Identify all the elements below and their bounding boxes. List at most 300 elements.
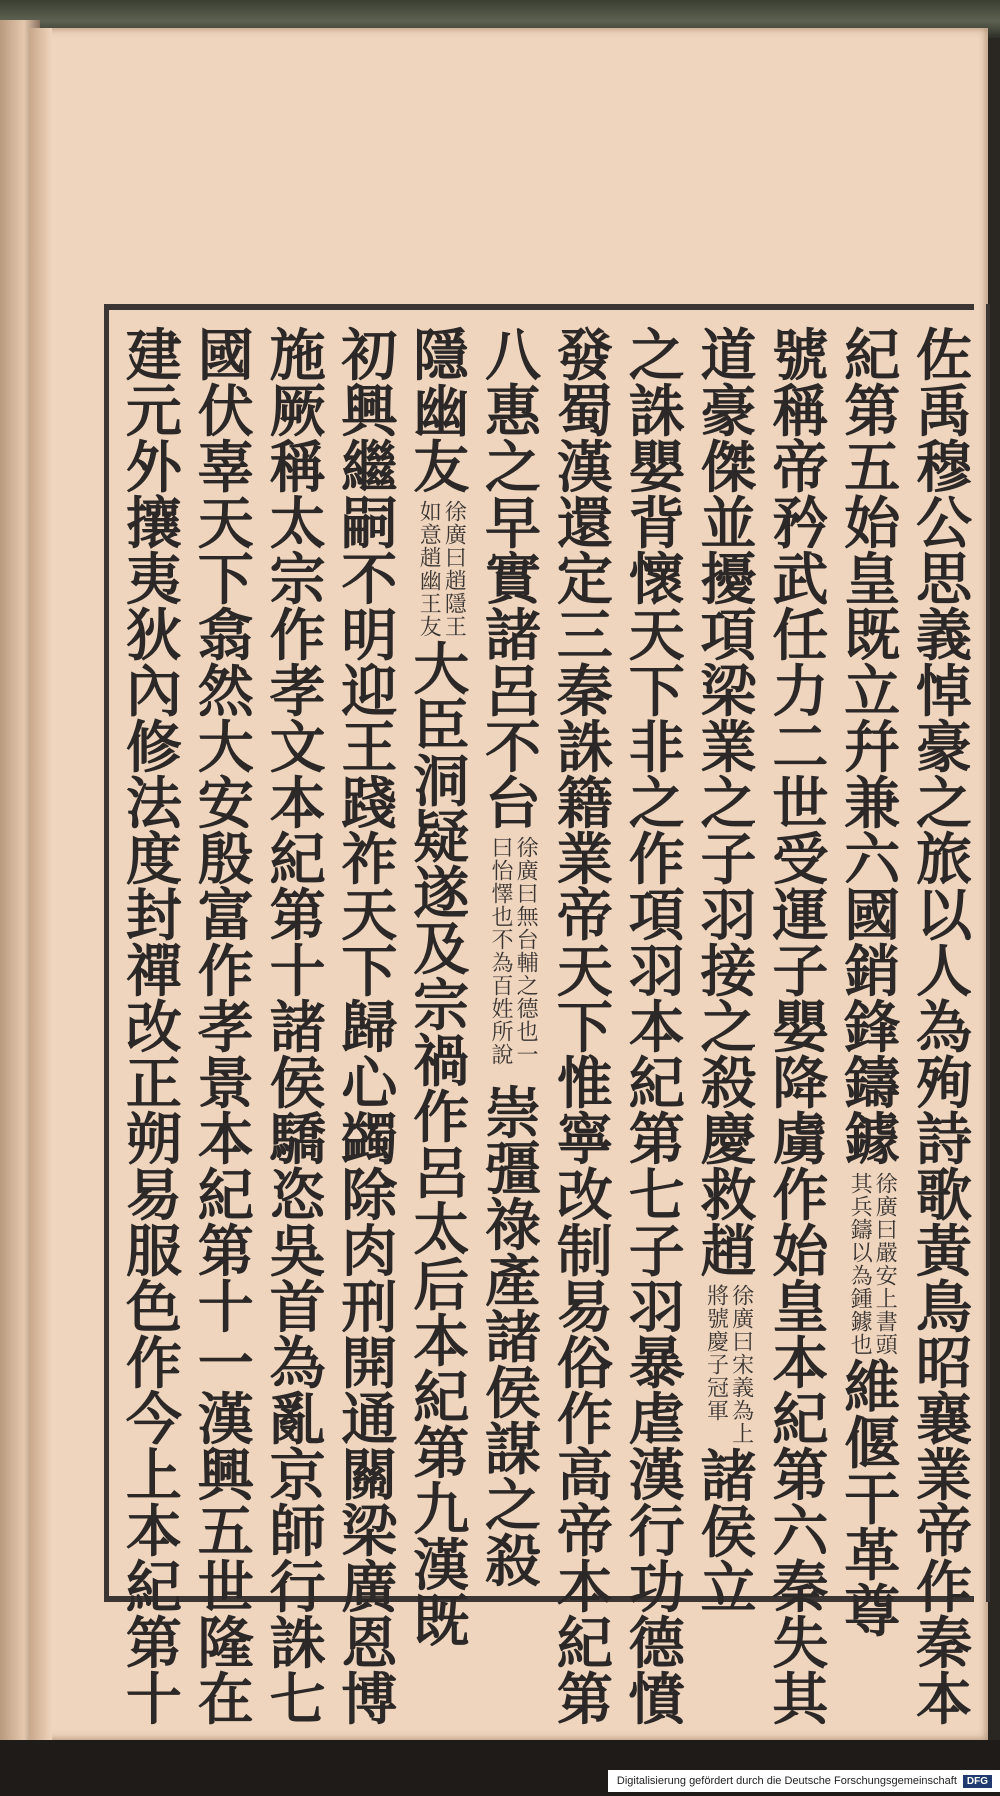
character: 孝	[197, 995, 254, 1061]
character: 十	[269, 939, 326, 1005]
character: 嗣	[341, 491, 398, 557]
character: 悼	[916, 659, 973, 725]
character: 八	[485, 323, 542, 389]
character: 本	[413, 1309, 470, 1375]
character: 大	[413, 637, 470, 703]
character: 繼	[341, 435, 398, 501]
character: 帝	[916, 1499, 973, 1565]
character: 殷	[197, 827, 254, 893]
character: 孝	[269, 659, 326, 725]
character: 為	[269, 1331, 326, 1397]
character: 外	[125, 435, 182, 501]
character: 立	[844, 659, 901, 725]
character: 帝	[556, 1499, 613, 1565]
character: 崇	[485, 1081, 542, 1147]
character: 在	[197, 1667, 254, 1733]
character: 力	[772, 659, 829, 725]
digitization-note: Digitalisierung gefördert durch die Deutsche Forschungsgemeinschaft	[616, 1775, 957, 1787]
character: 項	[700, 603, 757, 669]
character: 第	[413, 1421, 470, 1487]
character: 帝	[556, 883, 613, 949]
character: 然	[197, 659, 254, 725]
character: 伏	[197, 379, 254, 445]
character: 項	[628, 883, 685, 949]
character: 之	[700, 995, 757, 1061]
character: 皇	[772, 1275, 829, 1341]
character: 道	[700, 323, 757, 389]
character: 擾	[700, 547, 757, 613]
character: 五	[844, 435, 901, 501]
character: 后	[413, 1253, 470, 1319]
character: 作	[556, 1387, 613, 1453]
commentary-line: 曰怡懌也不為百姓所說	[488, 836, 514, 1066]
dfg-logo: DFG	[963, 1775, 992, 1788]
text-column	[621, 323, 693, 1733]
character: 施	[269, 323, 326, 389]
character: 發	[556, 323, 613, 389]
character: 梁	[700, 659, 757, 725]
character: 驕	[269, 1107, 326, 1173]
character: 改	[125, 995, 182, 1061]
character: 紀	[413, 1365, 470, 1431]
character: 辜	[197, 435, 254, 501]
character: 襄	[916, 1387, 973, 1453]
character: 昭	[916, 1331, 973, 1397]
character: 殉	[916, 1051, 973, 1117]
character: 紀	[197, 1163, 254, 1229]
character: 立	[700, 1556, 757, 1622]
character: 幽	[413, 379, 470, 445]
character: 紀	[628, 1051, 685, 1117]
text-column	[764, 323, 836, 1733]
character: 梁	[341, 1499, 398, 1565]
character: 興	[341, 379, 398, 445]
text-column	[836, 323, 908, 1645]
character: 還	[556, 491, 613, 557]
commentary-line: 徐廣曰趙隱王	[441, 500, 467, 638]
character: 任	[772, 603, 829, 669]
text-column	[549, 323, 621, 1733]
character: 本	[916, 1667, 973, 1733]
character: 色	[125, 1275, 182, 1341]
character: 十	[125, 1667, 182, 1733]
character: 太	[269, 491, 326, 557]
character: 國	[844, 883, 901, 949]
character: 文	[269, 715, 326, 781]
character: 之	[628, 771, 685, 837]
character: 天	[556, 939, 613, 1005]
character: 隱	[413, 323, 470, 389]
character: 禍	[413, 1029, 470, 1095]
character: 祚	[341, 827, 398, 893]
character: 背	[628, 491, 685, 557]
character: 及	[413, 917, 470, 983]
character: 寧	[556, 1107, 613, 1173]
character: 降	[772, 1051, 829, 1117]
commentary-note	[848, 1168, 896, 1360]
character: 第	[125, 1611, 182, 1677]
character: 武	[772, 547, 829, 613]
character: 誅	[269, 1611, 326, 1677]
text-column	[262, 323, 334, 1733]
character: 帝	[772, 435, 829, 501]
character: 殺	[485, 1529, 542, 1595]
character: 暴	[628, 1331, 685, 1397]
character: 台	[485, 771, 542, 837]
character: 不	[341, 547, 398, 613]
character: 作	[413, 1085, 470, 1151]
character: 羽	[628, 1275, 685, 1341]
character: 尊	[844, 1579, 901, 1645]
character: 干	[844, 1467, 901, 1533]
character: 穆	[916, 435, 973, 501]
character: 本	[556, 1555, 613, 1621]
character: 六	[844, 827, 901, 893]
commentary-line: 將號慶子冠軍	[703, 1284, 729, 1422]
character: 洞	[413, 749, 470, 815]
character: 肉	[341, 1219, 398, 1285]
character: 嬰	[628, 435, 685, 501]
character: 法	[125, 771, 182, 837]
character: 博	[341, 1667, 398, 1733]
character: 始	[844, 491, 901, 557]
character: 號	[772, 323, 829, 389]
character: 踐	[341, 771, 398, 837]
character: 憤	[628, 1667, 685, 1733]
commentary-line: 如意趙幽王友	[416, 500, 442, 638]
character: 紀	[844, 323, 901, 389]
character: 七	[628, 1163, 685, 1229]
character: 二	[772, 715, 829, 781]
character: 謀	[485, 1417, 542, 1483]
character: 業	[700, 715, 757, 781]
character: 十	[197, 1275, 254, 1341]
character: 第	[628, 1107, 685, 1173]
character: 始	[772, 1219, 829, 1285]
commentary-line: 其兵鑄以為鍾鐻也	[847, 1172, 873, 1356]
character: 功	[628, 1555, 685, 1621]
commentary-line: 徐廣曰嚴安上書頭	[872, 1172, 898, 1356]
character: 大	[197, 715, 254, 781]
character: 天	[628, 603, 685, 669]
character: 本	[628, 995, 685, 1061]
character: 之	[628, 323, 685, 389]
character: 幷	[844, 715, 901, 781]
character: 實	[485, 547, 542, 613]
character: 厥	[269, 379, 326, 445]
character: 天	[197, 491, 254, 557]
character: 開	[341, 1331, 398, 1397]
character: 上	[125, 1443, 182, 1509]
character: 服	[125, 1219, 182, 1285]
character: 恩	[341, 1611, 398, 1677]
text-column	[333, 323, 405, 1733]
character: 諸	[485, 603, 542, 669]
character: 偃	[844, 1411, 901, 1477]
character: 矜	[772, 491, 829, 557]
character: 歸	[341, 995, 398, 1061]
character: 德	[628, 1611, 685, 1677]
character: 第	[269, 883, 326, 949]
character: 第	[844, 379, 901, 445]
character: 維	[844, 1355, 901, 1421]
character: 秦	[556, 659, 613, 725]
character: 並	[700, 491, 757, 557]
character: 公	[916, 491, 973, 557]
character: 作	[916, 1555, 973, 1621]
character: 富	[197, 883, 254, 949]
character: 其	[772, 1667, 829, 1733]
character: 子	[772, 939, 829, 1005]
character: 受	[772, 827, 829, 893]
character: 虐	[628, 1387, 685, 1453]
character: 惟	[556, 1051, 613, 1117]
character: 祿	[485, 1193, 542, 1259]
character: 制	[556, 1219, 613, 1285]
character: 籍	[556, 771, 613, 837]
commentary-line: 徐廣曰宋義為上	[728, 1284, 754, 1445]
character: 作	[269, 603, 326, 669]
character: 諸	[485, 1305, 542, 1371]
character: 虜	[772, 1107, 829, 1173]
character: 皇	[844, 547, 901, 613]
character: 既	[413, 1589, 470, 1655]
commentary-note	[417, 496, 465, 642]
character: 鐻	[844, 1107, 901, 1173]
character: 旅	[916, 827, 973, 893]
digitization-credit	[608, 1770, 1000, 1792]
commentary-note	[704, 1280, 752, 1449]
character: 師	[269, 1499, 326, 1565]
character: 王	[341, 715, 398, 781]
character: 禹	[916, 379, 973, 445]
character: 元	[125, 379, 182, 445]
character: 世	[197, 1555, 254, 1621]
character: 殺	[700, 1051, 757, 1117]
character: 七	[269, 1667, 326, 1733]
character: 業	[916, 1443, 973, 1509]
character: 豪	[916, 715, 973, 781]
character: 俗	[556, 1331, 613, 1397]
character: 第	[772, 1443, 829, 1509]
character: 懷	[628, 547, 685, 613]
vertical-text-block	[118, 323, 980, 1733]
character: 銷	[844, 939, 901, 1005]
character: 漢	[197, 1387, 254, 1453]
character: 友	[413, 435, 470, 501]
character: 為	[916, 995, 973, 1061]
character: 接	[700, 939, 757, 1005]
character: 本	[125, 1499, 182, 1565]
character: 吳	[269, 1219, 326, 1285]
character: 通	[341, 1387, 398, 1453]
character: 高	[556, 1443, 613, 1509]
character: 除	[341, 1163, 398, 1229]
character: 早	[485, 491, 542, 557]
character: 第	[556, 1667, 613, 1733]
character: 迎	[341, 659, 398, 725]
character: 紀	[556, 1611, 613, 1677]
character: 作	[125, 1331, 182, 1397]
character: 今	[125, 1387, 182, 1453]
character: 易	[556, 1275, 613, 1341]
character: 羽	[700, 883, 757, 949]
character: 之	[916, 771, 973, 837]
character: 景	[197, 1051, 254, 1117]
character: 趙	[700, 1219, 757, 1285]
character: 革	[844, 1523, 901, 1589]
character: 救	[700, 1163, 757, 1229]
character: 侯	[269, 1051, 326, 1117]
character: 翕	[197, 603, 254, 669]
character: 定	[556, 547, 613, 613]
character: 稱	[772, 379, 829, 445]
character: 鋒	[844, 995, 901, 1061]
character: 非	[628, 715, 685, 781]
character: 侯	[485, 1361, 542, 1427]
text-column	[908, 323, 980, 1733]
character: 行	[269, 1555, 326, 1621]
character: 六	[772, 1499, 829, 1565]
character: 鑄	[844, 1051, 901, 1117]
character: 秦	[772, 1555, 829, 1621]
character: 呂	[485, 659, 542, 725]
character: 思	[916, 547, 973, 613]
text-column	[693, 323, 765, 1622]
character: 運	[772, 883, 829, 949]
character: 之	[700, 771, 757, 837]
text-column	[190, 323, 262, 1733]
text-frame-right-rule	[986, 304, 990, 1602]
character: 下	[341, 939, 398, 1005]
character: 慶	[700, 1107, 757, 1173]
character: 誅	[628, 379, 685, 445]
character: 義	[916, 603, 973, 669]
character: 夷	[125, 547, 182, 613]
character: 既	[844, 603, 901, 669]
character: 第	[197, 1219, 254, 1285]
character: 子	[628, 1219, 685, 1285]
character: 攘	[125, 491, 182, 557]
character: 諸	[269, 995, 326, 1061]
character: 羽	[628, 939, 685, 1005]
character: 呂	[413, 1141, 470, 1207]
character: 改	[556, 1163, 613, 1229]
character: 心	[341, 1051, 398, 1117]
character: 明	[341, 603, 398, 669]
character: 隆	[197, 1611, 254, 1677]
character: 三	[556, 603, 613, 669]
text-column	[477, 323, 549, 1595]
character: 傑	[700, 435, 757, 501]
character: 臣	[413, 693, 470, 759]
character: 五	[197, 1499, 254, 1565]
character: 惠	[485, 379, 542, 445]
character: 秦	[916, 1611, 973, 1677]
character: 漢	[413, 1533, 470, 1599]
character: 下	[628, 659, 685, 725]
character: 建	[125, 323, 182, 389]
character: 侯	[700, 1500, 757, 1566]
character: 作	[772, 1163, 829, 1229]
character: 九	[413, 1477, 470, 1543]
character: 漢	[628, 1443, 685, 1509]
character: 紀	[125, 1555, 182, 1621]
character: 行	[628, 1499, 685, 1565]
character: 紀	[269, 827, 326, 893]
character: 紀	[772, 1387, 829, 1453]
character: 廣	[341, 1555, 398, 1621]
character: 諸	[700, 1444, 757, 1510]
character: 正	[125, 1051, 182, 1117]
character: 蠲	[341, 1107, 398, 1173]
character: 度	[125, 827, 182, 893]
character: 失	[772, 1611, 829, 1677]
text-column	[405, 323, 477, 1655]
character: 本	[269, 771, 326, 837]
character: 天	[341, 883, 398, 949]
character: 作	[628, 827, 685, 893]
character: 一	[197, 1331, 254, 1397]
character: 作	[197, 939, 254, 1005]
page-gutter-shadow	[30, 28, 52, 1740]
character: 京	[269, 1443, 326, 1509]
character: 稱	[269, 435, 326, 501]
character: 世	[772, 771, 829, 837]
character: 宗	[413, 973, 470, 1039]
character: 刑	[341, 1275, 398, 1341]
character: 亂	[269, 1387, 326, 1453]
character: 宗	[269, 547, 326, 613]
character: 禪	[125, 939, 182, 1005]
character: 彊	[485, 1137, 542, 1203]
character: 興	[197, 1443, 254, 1509]
character: 業	[556, 827, 613, 893]
character: 恣	[269, 1163, 326, 1229]
character: 初	[341, 323, 398, 389]
commentary-line: 徐廣曰無台輔之德也一	[513, 836, 539, 1066]
character: 蜀	[556, 379, 613, 445]
character: 本	[772, 1331, 829, 1397]
character: 下	[556, 995, 613, 1061]
character: 本	[197, 1107, 254, 1173]
character: 兼	[844, 771, 901, 837]
character: 鳥	[916, 1275, 973, 1341]
text-column	[118, 323, 190, 1733]
character: 關	[341, 1443, 398, 1509]
character: 不	[485, 715, 542, 781]
character: 國	[197, 323, 254, 389]
character: 遂	[413, 861, 470, 927]
character: 以	[916, 883, 973, 949]
character: 太	[413, 1197, 470, 1263]
character: 豪	[700, 379, 757, 445]
character: 嬰	[772, 995, 829, 1061]
character: 首	[269, 1275, 326, 1341]
character: 朔	[125, 1107, 182, 1173]
character: 子	[700, 827, 757, 893]
character: 人	[916, 939, 973, 1005]
character: 誅	[556, 715, 613, 781]
commentary-note	[489, 832, 537, 1086]
character: 疑	[413, 805, 470, 871]
character: 之	[485, 435, 542, 501]
character: 漢	[556, 435, 613, 501]
character: 詩	[916, 1107, 973, 1173]
character: 狄	[125, 603, 182, 669]
character: 封	[125, 883, 182, 949]
character: 下	[197, 547, 254, 613]
